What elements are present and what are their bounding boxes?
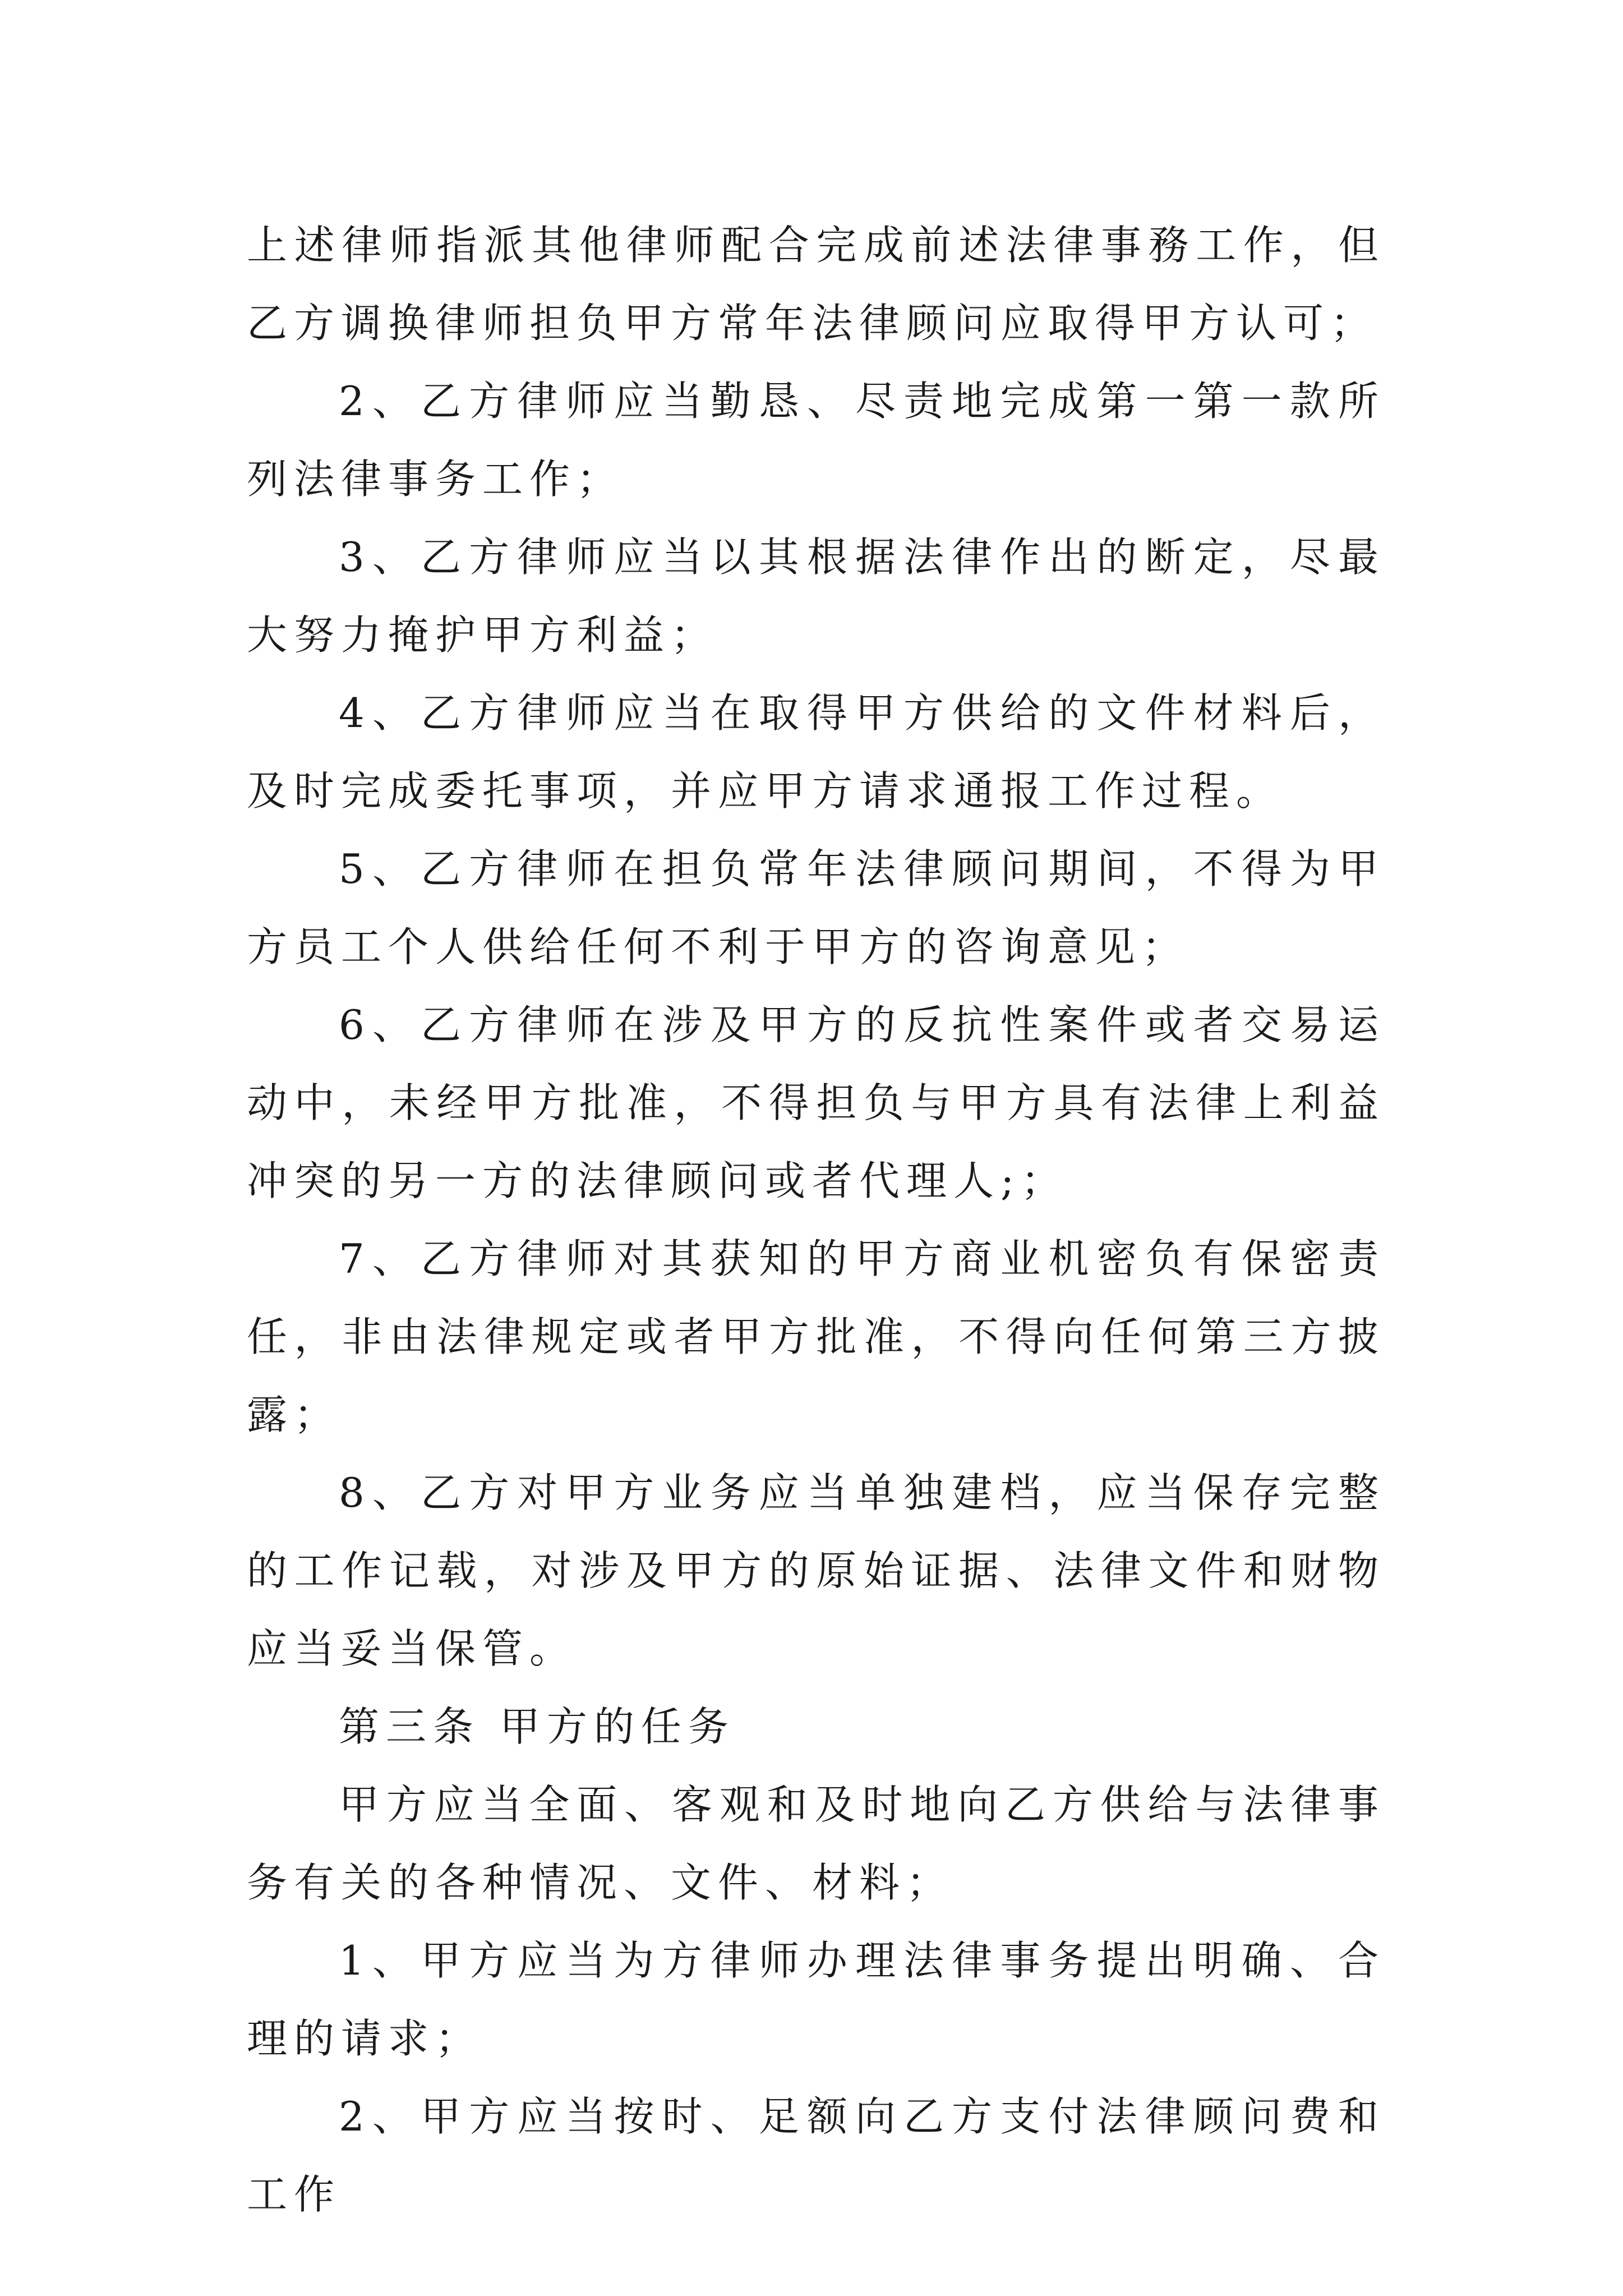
paragraph-clause-6: 6、乙方律师在涉及甲方的反抗性案件或者交易运动中，未经甲方批准，不得担负与甲方具有法律上利益冲突的另一方的法律顾问或者代理人;； xyxy=(247,1001,1385,1204)
paragraph-clause-4: 4、乙方律师应当在取得甲方供给的文件材料后，及时完成委托事项，并应甲方请求通报工作过程。 xyxy=(247,689,1385,815)
paragraph-article-3-clause-1: 1、甲方应当为方律师办理法律事务提出明确、合理的请求； xyxy=(247,1937,1385,2062)
paragraph-article-3-clause-2: 2、甲方应当按时、足额向乙方支付法律顾问费和工作 xyxy=(247,2093,1385,2218)
paragraph-clause-8: 8、乙方对甲方业务应当单独建档，应当保存完整的工作记载，对涉及甲方的原始证据、法律文件和财物应当妥当保管。 xyxy=(247,1469,1385,1672)
paragraph-clause-3: 3、乙方律师应当以其根据法律作出的断定，尽最大努力掩护甲方利益； xyxy=(247,533,1385,659)
document-body xyxy=(247,206,1385,2234)
paragraph-clause-2: 2、乙方律师应当勤恳、尽责地完成第一第一款所列法律事务工作； xyxy=(247,378,1385,503)
paragraph-continuation: 上述律师指派其他律师配合完成前述法律事務工作，但乙方调换律师担负甲方常年法律顾问应取得甲方认可； xyxy=(247,222,1385,347)
paragraph-clause-5: 5、乙方律师在担负常年法律顾问期间，不得为甲方员工个人供给任何不利于甲方的咨询意见； xyxy=(247,845,1385,970)
section-heading-article-3: 第三条 甲方的任务 xyxy=(339,1703,735,1750)
paragraph-clause-7: 7、乙方律师对其获知的甲方商业机密负有保密责任，非由法律规定或者甲方批准，不得向任何第三方披露； xyxy=(247,1235,1385,1438)
paragraph-article-3-intro: 甲方应当全面、客观和及时地向乙方供给与法律事务有关的各种情况、文件、材料； xyxy=(247,1781,1385,1906)
